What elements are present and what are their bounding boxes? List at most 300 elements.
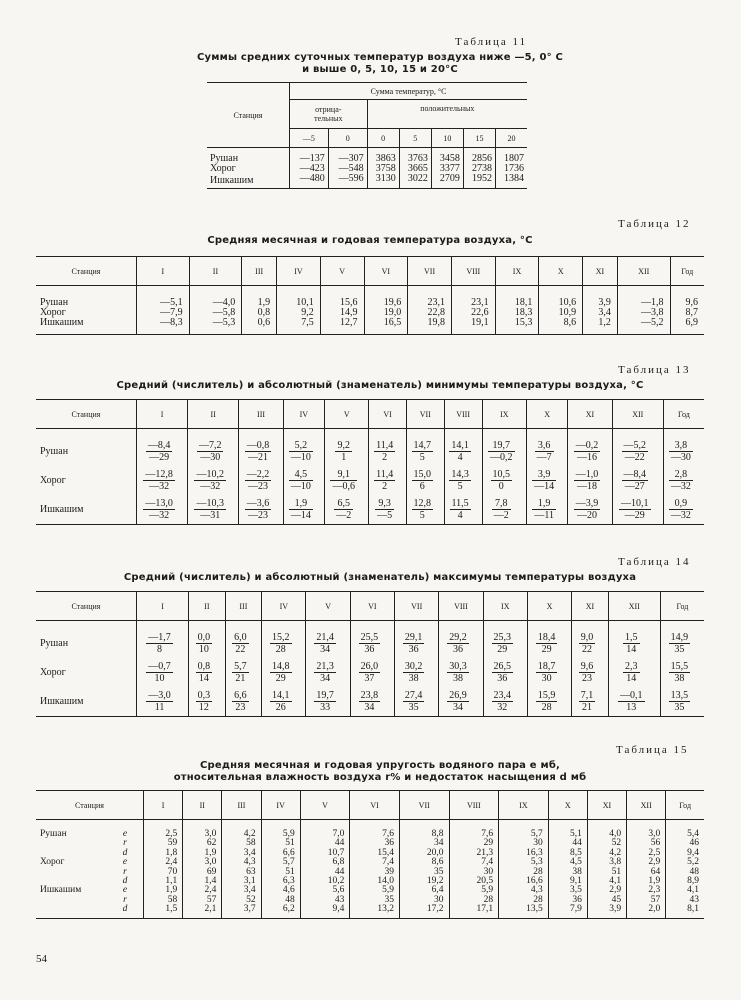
fraction: [197, 440, 224, 463]
table-cell: 9,1: [548, 877, 587, 886]
table14-header-station: Станция: [71, 601, 101, 611]
table14-month-header: III: [225, 592, 262, 621]
table14-month-header: II: [189, 592, 226, 621]
station-name: Ишкашим: [40, 885, 82, 896]
fraction-cell: [406, 466, 444, 495]
fraction-cell: [527, 658, 571, 687]
table-cell: 1736: [496, 164, 527, 174]
station-name: Хорог: [40, 307, 66, 318]
fraction-cell: [482, 429, 527, 467]
numerator: —10,1: [621, 498, 649, 509]
table-cell: 5,6: [300, 886, 350, 895]
table-cell: 10,2: [300, 877, 350, 886]
numerator: —3,0: [148, 690, 171, 701]
table15-month-header: Год: [666, 791, 704, 820]
table14-month-header: V: [306, 592, 350, 621]
numerator: 0,9: [669, 498, 693, 510]
numerator: 14,3: [451, 469, 469, 480]
denominator: —22: [624, 452, 645, 463]
denominator: —32: [670, 510, 691, 521]
table-cell: 69: [183, 868, 222, 877]
numerator: 0,0: [197, 632, 211, 643]
denominator: —7: [536, 452, 552, 463]
table13-month-header: VII: [406, 400, 444, 429]
station-name: Рушан: [40, 637, 69, 649]
table-cell: 4,0: [587, 820, 626, 840]
table11-name: Таблица 11: [455, 36, 528, 48]
table-cell: 8,6: [399, 858, 449, 867]
denominator: 36: [452, 644, 463, 655]
denominator: —16: [576, 452, 597, 463]
table-cell: 4,2: [222, 820, 261, 840]
fraction: [374, 469, 395, 492]
table15-month-header: VIII: [449, 791, 499, 820]
table-cell: 44: [300, 839, 350, 848]
table-row: [36, 658, 704, 687]
numerator: —10,3: [196, 498, 224, 509]
table15-month-header: IV: [261, 791, 300, 820]
numerator: 14,8: [272, 661, 290, 672]
fraction-cell: [439, 621, 483, 659]
denominator: 28: [275, 644, 286, 655]
table-cell: 21,3: [449, 849, 499, 858]
table-cell: 9,6: [670, 286, 704, 309]
table-cell: 52: [222, 896, 261, 905]
table-cell: 1,9: [144, 886, 183, 895]
fraction-cell: [660, 621, 704, 659]
numerator: 0,8: [197, 661, 211, 672]
table-cell: 2,4: [183, 886, 222, 895]
fraction-cell: [612, 466, 663, 495]
table-cell: 10,9: [539, 308, 583, 318]
fraction: [196, 632, 213, 655]
table-cell: 5,2: [666, 858, 704, 867]
numerator: 3,6: [535, 440, 554, 452]
fraction-cell: [324, 466, 369, 495]
table-row: [36, 621, 704, 659]
table-cell: 12,7: [320, 318, 364, 335]
numerator: 2,8: [669, 469, 693, 481]
table15-month-header: XII: [627, 791, 666, 820]
station-name: [36, 868, 107, 877]
numerator: —0,1: [620, 690, 643, 701]
table-cell: 8,8: [399, 820, 449, 840]
table-cell: —7,9: [137, 308, 190, 318]
fraction: [450, 498, 471, 521]
table-row: [207, 174, 527, 189]
table-cell: 28: [499, 896, 549, 905]
denominator: 5: [419, 510, 425, 521]
fraction-cell: [439, 658, 483, 687]
fraction-cell: [660, 658, 704, 687]
table-cell: 19,2: [399, 877, 449, 886]
table-cell: 5,4: [666, 820, 704, 840]
fraction-cell: [369, 429, 406, 467]
fraction: [289, 469, 313, 492]
station-name: Хорог: [40, 666, 66, 678]
fraction: [196, 690, 213, 713]
table-cell: 44: [300, 868, 350, 877]
fraction-cell: [137, 466, 188, 495]
table13-name: Таблица 13: [618, 364, 691, 376]
numerator: 6,0: [234, 632, 247, 643]
numerator: 15,2: [272, 632, 290, 643]
table-cell: 15,4: [350, 849, 400, 858]
denominator: 30: [541, 673, 552, 684]
table-cell: 1,8: [144, 849, 183, 858]
fraction-cell: [225, 621, 262, 659]
table-cell: 52: [587, 839, 626, 848]
denominator: 2: [382, 452, 388, 463]
table-cell: 17,2: [399, 905, 449, 918]
fraction: [289, 498, 313, 521]
variable-symbol: d: [122, 904, 128, 915]
fraction: [619, 498, 651, 521]
fraction: [143, 469, 175, 492]
table15-title-line2: относительная влажность воздуха r% и недостаток насыщения d мб: [173, 772, 587, 783]
denominator: 29: [497, 644, 508, 655]
denominator: 28: [541, 702, 552, 713]
denominator: 37: [364, 673, 375, 684]
numerator: 7,1: [580, 690, 594, 701]
fraction-cell: [483, 621, 527, 659]
table-cell: 19,1: [451, 318, 495, 335]
numerator: 6,5: [334, 498, 353, 510]
table12-month-header: IX: [495, 257, 539, 286]
fraction: [491, 469, 513, 492]
denominator: 32: [497, 702, 508, 713]
fraction: [194, 469, 226, 492]
table13-header-station: Станция: [71, 409, 101, 419]
table-row: [36, 820, 704, 840]
numerator: 14,1: [272, 690, 290, 701]
fraction: [623, 632, 640, 655]
table11-header-positive: положительных: [367, 100, 527, 129]
fraction-cell: [482, 466, 527, 495]
denominator: 33: [320, 702, 331, 713]
fraction: [412, 440, 434, 463]
table-cell: 30: [399, 896, 449, 905]
table13: [36, 399, 704, 525]
numerator: 9,1: [330, 469, 357, 481]
table-cell: 4,1: [587, 877, 626, 886]
denominator: —31: [200, 510, 221, 521]
fraction-cell: [189, 621, 226, 659]
fraction-cell: [608, 621, 660, 659]
fraction-cell: [483, 658, 527, 687]
fraction-cell: [262, 687, 306, 717]
table-cell: 3,8: [587, 858, 626, 867]
table-cell: 16,6: [499, 877, 549, 886]
fraction: [492, 632, 514, 655]
table13-month-header: II: [188, 400, 239, 429]
table12: [36, 256, 704, 335]
table14-month-header: Год: [660, 592, 704, 621]
table-cell: 48: [261, 896, 300, 905]
fraction-cell: [324, 495, 369, 525]
table-cell: —3,8: [617, 308, 670, 318]
table-cell: 30: [449, 868, 499, 877]
denominator: —30: [200, 452, 221, 463]
table-cell: 58: [144, 896, 183, 905]
table-cell: 34: [399, 839, 449, 848]
table13-month-header: XI: [568, 400, 613, 429]
table-cell: 22,6: [451, 308, 495, 318]
fraction: [359, 690, 381, 713]
denominator: 36: [497, 673, 508, 684]
fraction: [492, 690, 514, 713]
denominator: 22: [581, 644, 592, 655]
fraction-cell: [444, 466, 482, 495]
table12-month-header: Год: [670, 257, 704, 286]
fraction-cell: [189, 658, 226, 687]
numerator: —1,7: [148, 632, 171, 643]
fraction: [270, 632, 292, 655]
table11-title-line2: и выше 0, 5, 10, 15 и 20°С: [302, 64, 458, 75]
table-cell: 19,0: [364, 308, 408, 318]
table13-month-header: X: [527, 400, 568, 429]
denominator: 14: [198, 673, 209, 684]
fraction: [330, 469, 357, 492]
fraction: [374, 440, 395, 463]
table-row: [36, 495, 704, 525]
fraction-cell: [612, 429, 663, 467]
table-cell: 5,1: [548, 820, 587, 840]
numerator: 4,5: [289, 469, 313, 481]
table-cell: 0,8: [242, 308, 277, 318]
table-row: [207, 148, 527, 165]
table12-header-station: Станция: [71, 266, 101, 276]
table11-header-station: Станция: [233, 110, 263, 120]
table-cell: 2709: [431, 174, 463, 189]
table-cell: 6,6: [261, 849, 300, 858]
table-cell: 62: [183, 839, 222, 848]
table13-month-header: VI: [369, 400, 406, 429]
table-row: [36, 687, 704, 717]
fraction-cell: [568, 495, 613, 525]
denominator: —2: [336, 510, 352, 521]
denominator: 21: [235, 673, 246, 684]
table-cell: 4,6: [261, 886, 300, 895]
table-cell: 1,2: [583, 318, 618, 335]
table-cell: 10,6: [539, 286, 583, 309]
numerator: —0,2: [575, 440, 599, 451]
numerator: 1,9: [289, 498, 313, 510]
numerator: 30,3: [449, 661, 467, 672]
numerator: 18,4: [537, 632, 556, 643]
table13-month-header: XII: [612, 400, 663, 429]
denominator: 2: [382, 481, 388, 492]
table13-month-header: III: [239, 400, 284, 429]
table-cell: 1,9: [242, 286, 277, 309]
table-cell: 44: [548, 839, 587, 848]
fraction: [488, 440, 515, 463]
fraction: [359, 661, 381, 684]
fraction-cell: [239, 466, 284, 495]
table-cell: 3,7: [222, 905, 261, 918]
fraction: [146, 661, 173, 684]
table-row: [36, 896, 704, 905]
fraction-cell: [324, 429, 369, 467]
table11: [207, 82, 527, 189]
table-cell: 18,1: [495, 286, 539, 309]
fraction-cell: [137, 429, 188, 467]
denominator: —5: [377, 510, 393, 521]
fraction: [536, 690, 558, 713]
fraction-cell: [612, 495, 663, 525]
denominator: 35: [408, 702, 419, 713]
table15-month-header: III: [222, 791, 261, 820]
denominator: —14: [290, 510, 311, 521]
table-cell: —5,8: [189, 308, 242, 318]
fraction: [403, 661, 425, 684]
table-cell: 51: [261, 868, 300, 877]
table-cell: 56: [627, 839, 666, 848]
table-cell: 30: [499, 839, 549, 848]
table12-month-header: I: [137, 257, 190, 286]
table-cell: 14,0: [350, 877, 400, 886]
denominator: 6: [419, 481, 425, 492]
fraction-cell: [395, 621, 439, 659]
fraction: [447, 690, 469, 713]
numerator: 25,5: [360, 632, 379, 643]
table12-month-header: V: [320, 257, 364, 286]
fraction: [245, 498, 272, 521]
table13-month-header: I: [137, 400, 188, 429]
denominator: 34: [320, 673, 331, 684]
table-cell: 6,3: [261, 877, 300, 886]
denominator: 35: [674, 702, 685, 713]
table-cell: 4,2: [587, 849, 626, 858]
fraction: [669, 469, 693, 492]
fraction-cell: [188, 495, 239, 525]
fraction-cell: [663, 429, 704, 467]
fraction: [492, 498, 511, 521]
fraction-cell: [444, 429, 482, 467]
fraction: [232, 661, 249, 684]
table-cell: —5,3: [189, 318, 242, 335]
fraction-cell: [189, 687, 226, 717]
numerator: 15,9: [537, 690, 556, 701]
fraction-cell: [137, 658, 189, 687]
table-cell: 8,7: [670, 308, 704, 318]
table11-col-header: 0: [367, 129, 399, 148]
table-cell: 20,0: [399, 849, 449, 858]
fraction-cell: [482, 495, 527, 525]
table-cell: 10,1: [277, 286, 321, 309]
denominator: 29: [275, 673, 286, 684]
table-cell: 58: [222, 839, 261, 848]
table11-col-header: 10: [431, 129, 463, 148]
table-cell: —596: [328, 174, 367, 189]
table-cell: 10,7: [300, 849, 350, 858]
fraction-cell: [306, 658, 350, 687]
table-cell: 43: [666, 896, 704, 905]
numerator: 13,5: [670, 690, 689, 701]
denominator: —23: [248, 481, 269, 492]
fraction-cell: [663, 466, 704, 495]
denominator: 10: [154, 673, 165, 684]
table-cell: 1,5: [144, 905, 183, 918]
table15-header-station: Станция: [75, 800, 104, 810]
table15-name: Таблица 15: [616, 744, 689, 756]
table-cell: —137: [290, 148, 329, 165]
table-cell: 35: [399, 868, 449, 877]
numerator: 15,0: [413, 469, 431, 480]
table11-title: [190, 52, 570, 76]
numerator: 1,9: [532, 498, 556, 510]
numerator: —5,2: [623, 440, 647, 451]
denominator: 26: [275, 702, 286, 713]
table-cell: 9,2: [277, 308, 321, 318]
fraction-cell: [568, 466, 613, 495]
denominator: —32: [200, 481, 221, 492]
numerator: —10,2: [196, 469, 224, 480]
table-cell: 5,9: [449, 886, 499, 895]
table-cell: 57: [183, 896, 222, 905]
denominator: —32: [670, 481, 691, 492]
fraction-cell: [262, 621, 306, 659]
table12-month-header: X: [539, 257, 583, 286]
table-cell: 3758: [367, 164, 399, 174]
table15: [36, 790, 704, 919]
denominator: 14: [626, 644, 637, 655]
numerator: 19,7: [488, 440, 515, 452]
numerator: 15,5: [670, 661, 689, 672]
fraction-cell: [527, 687, 571, 717]
table-cell: 20,5: [449, 877, 499, 886]
table-cell: 6,2: [261, 905, 300, 918]
table-cell: 1,4: [183, 877, 222, 886]
numerator: 6,6: [234, 690, 247, 701]
fraction: [492, 661, 514, 684]
fraction: [314, 690, 336, 713]
table14-month-header: VIII: [439, 592, 483, 621]
table14-month-header: XII: [608, 592, 660, 621]
fraction: [669, 690, 691, 713]
denominator: —0,6: [332, 481, 355, 492]
fraction: [412, 469, 434, 492]
table14-month-header: VII: [395, 592, 439, 621]
table-cell: 3863: [367, 148, 399, 165]
fraction-cell: [527, 621, 571, 659]
table15-month-header: VI: [350, 791, 400, 820]
fraction: [622, 440, 649, 463]
numerator: —3,6: [246, 498, 270, 509]
table-cell: —1,8: [617, 286, 670, 309]
table-cell: 3,0: [183, 858, 222, 867]
table-row: [36, 286, 704, 309]
fraction-cell: [225, 687, 262, 717]
fraction: [146, 690, 173, 713]
fraction: [449, 469, 471, 492]
denominator: —21: [248, 452, 269, 463]
station-name: Рушан: [40, 445, 69, 457]
fraction-cell: [239, 429, 284, 467]
table-cell: 16,3: [499, 849, 549, 858]
denominator: 0: [498, 481, 504, 492]
fraction-cell: [406, 495, 444, 525]
fraction: [403, 632, 425, 655]
table-cell: 39: [350, 868, 400, 877]
table-cell: 2,5: [144, 820, 183, 840]
table-cell: 6,8: [300, 858, 350, 867]
variable-symbol: r: [123, 894, 127, 905]
numerator: 19,7: [316, 690, 334, 701]
denominator: 4: [457, 510, 463, 521]
numerator: 11,4: [376, 469, 394, 480]
station-name: [36, 896, 107, 905]
